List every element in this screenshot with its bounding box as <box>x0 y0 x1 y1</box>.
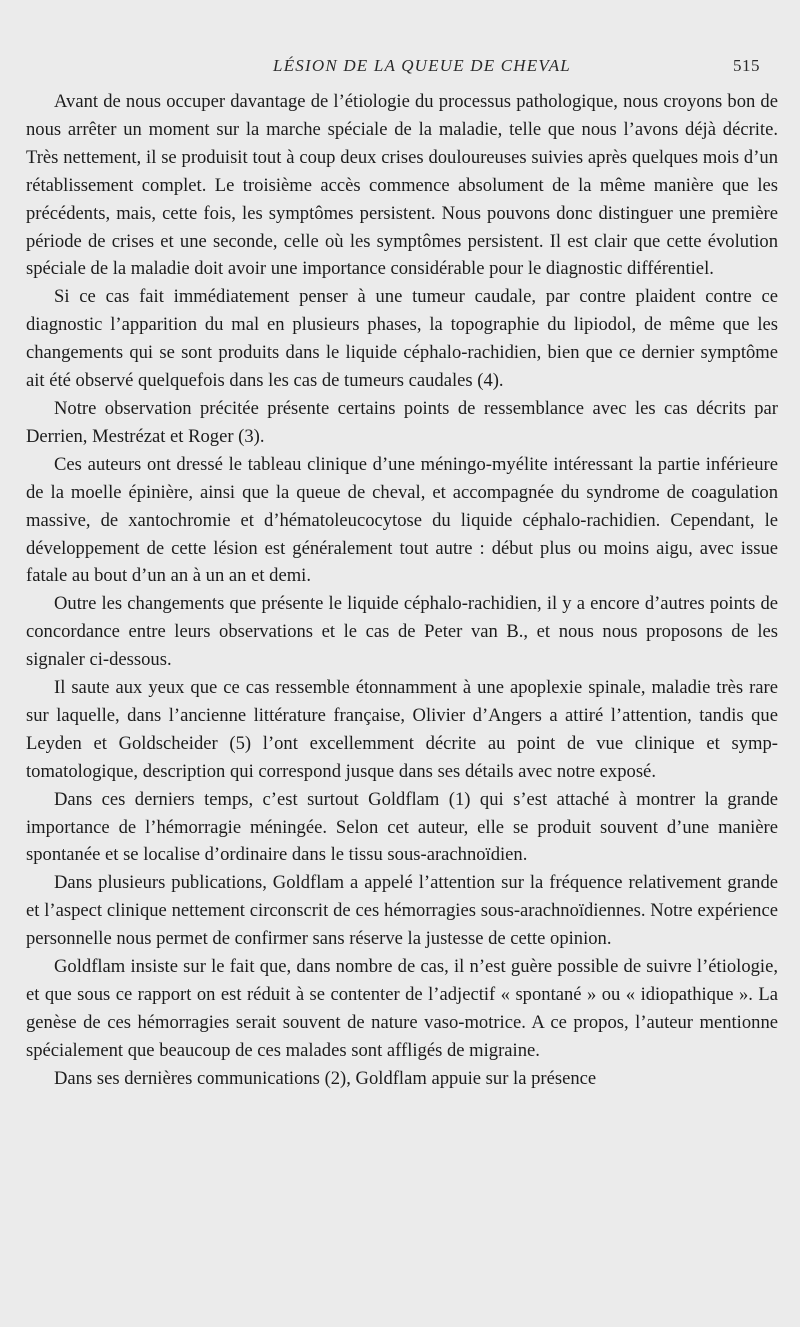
body-text <box>26 88 778 1093</box>
paragraph-caudal-tumor: Si ce cas fait immédiatement penser à une tumeur caudale, par contre plaident contre ce diagnostic l’apparition du mal en plusieurs phases, la topographie du lipiodol, de même que les changements qui se sont produits dans le liquide céphalo-rachidien, bien que ce dernier symptôme ait été observé quelquefois dans les cas de tumeurs caudales (4). <box>26 286 778 392</box>
running-head <box>26 52 778 82</box>
paragraph-etiology-course: Avant de nous occuper davantage de l’étiologie du processus pathologique, nous croyons bon de nous arrêter un moment sur la marche spéciale de la maladie, telle que nous l’avons déjà décrite. Très nettement, il se produisit tout à coup deux crises douloureuses suivies après quelques mois d’un rétablissement complet. Le troisième accès commence absolument de la même manière que les précédents, mais, cette fois, les symptômes persistent. Nous pouvons donc distinguer une première période de crises et une seconde, celle où les symptômes persistent. Il est clair que cette évolution spéciale de la maladie doit avoir une importance considérable pour le diagnostic différentiel. <box>26 91 778 280</box>
paragraph-goldflam-etiology: Goldflam insiste sur le fait que, dans nombre de cas, il n’est guère possible de suivre l’étiologie, et que sous ce rapport on est réduit à se contenter de l’adjectif « spontané » ou « idiopathique ». La genèse de ces hémorragies serait souvent de nature vaso-motrice. A ce propos, l’auteur mentionne spécialement que beaucoup de ces malades sont affligés de migraine. <box>26 956 778 1061</box>
paragraph-goldflam-publications: Dans plusieurs publications, Goldflam a appelé l’attention sur la fréquence relativement grande et l’aspect clinique nettement circonscrit de ces hémorragies sous-arachnoïdiennes. Notre expérience personnelle nous permet de confirmer sans réserve la justesse de cette opinion. <box>26 872 778 950</box>
paragraph-concordance: Outre les changements que présente le liquide céphalo-rachidien, il y a encore d’autres points de concordance entre leurs observations et le cas de Peter van B., et nous nous proposons de les signaler ci-dessous. <box>26 593 778 671</box>
paragraph-goldflam-hemorrhage: Dans ces derniers temps, c’est surtout Goldflam (1) qui s’est attaché à montrer la grande importance de l’hémorragie méningée. Selon cet auteur, elle se produit souvent d’une manière spontanée et se localise d’ordinaire dans le tissu sous-arachnoïdien. <box>26 788 778 866</box>
page-number: 515 <box>733 56 760 75</box>
paragraph-meningo-myelitis: Ces auteurs ont dressé le tableau clinique d’une méningo-myélite intéressant la partie inférieure de la moelle épinière, ainsi que la queue de cheval, et accompagnée du syndrome de coagulation massive, de xantochromie et d’hématoleucocytose du liquide céphalo-rachidien. Cependant, le développement de cette lésion est généralement tout autre : début plus ou moins aigu, avec issue fatale au bout d’un an à un an et demi. <box>26 453 778 587</box>
paragraph-goldflam-communications: Dans ses dernières communications (2), Goldflam appuie sur la présence <box>54 1067 597 1089</box>
paragraph-spinal-apoplexy: Il saute aux yeux que ce cas ressemble étonnamment à une apoplexie spinale, maladie très rare sur laquelle, dans l’ancienne littérature française, Olivier d’Angers a attiré l’attention, tandis que Leyden et Goldscheider (5) l’ont excellemment décrite au point de vue clinique et symptomatologique, description qui correspond jusque dans ses détails avec notre exposé. <box>26 677 778 782</box>
running-title: LÉSION DE LA QUEUE DE CHEVAL <box>273 56 571 75</box>
paragraph-derrien-resemblance: Notre observation précitée présente certains points de ressemblance avec les cas décrits par Derrien, Mestrézat et Roger (3). <box>26 397 778 447</box>
